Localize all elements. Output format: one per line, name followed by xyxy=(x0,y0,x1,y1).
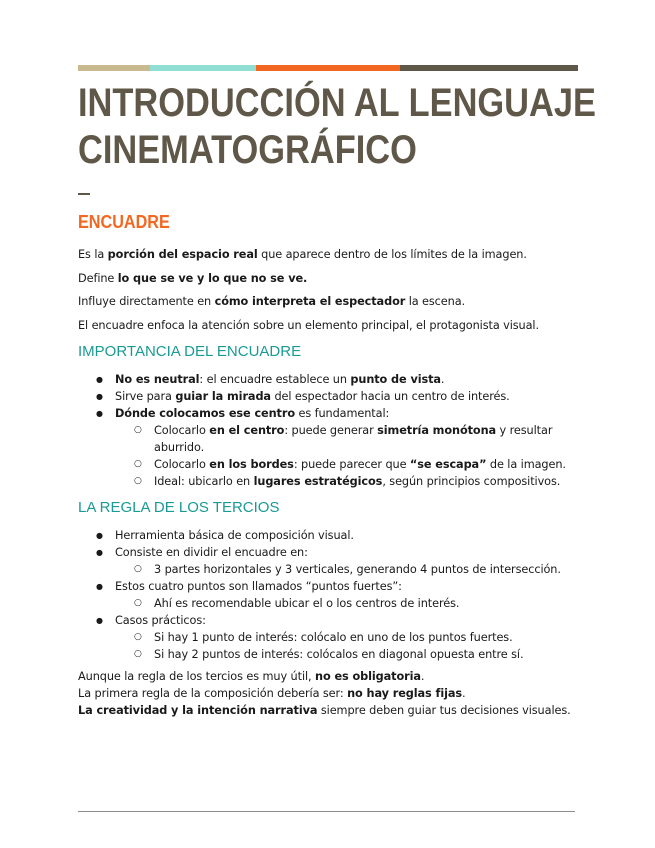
list-item: ● No es neutral: el encuadre establece un punto de vista. xyxy=(78,371,578,388)
paragraph-closing-2: La primera regla de la composición debería ser: no hay reglas fijas. xyxy=(78,687,466,700)
list-item: ● Casos prácticos: xyxy=(78,612,578,629)
color-bar-segment-beige xyxy=(78,65,150,71)
heading-importancia: IMPORTANCIA DEL ENCUADRE xyxy=(78,343,302,360)
heading-tercios: LA REGLA DE LOS TERCIOS xyxy=(78,499,280,516)
list-item: ● Herramienta básica de composición visual. xyxy=(78,527,578,544)
color-bar-segment-teal xyxy=(150,65,256,71)
list-item: ● Dónde colocamos ese centro es fundamental: xyxy=(78,405,578,422)
list-item: ● Consiste en dividir el encuadre en: xyxy=(78,544,578,561)
title-line-1: INTRODUCCIÓN AL LENGUAJE xyxy=(78,81,596,125)
title-divider xyxy=(78,193,90,195)
paragraph-encuadre-3: Influye directamente en cómo interpreta el espectador la escena. xyxy=(78,295,466,308)
title-line-2: CINEMATOGRÁFICO xyxy=(78,128,417,172)
color-bar xyxy=(78,65,578,71)
heading-encuadre: ENCUADRE xyxy=(78,212,170,232)
list-importancia xyxy=(78,371,578,490)
sub-list-item: ○ Colocarlo en los bordes: puede parecer que “se escapa” de la imagen. xyxy=(78,456,578,473)
color-bar-segment-orange xyxy=(256,65,400,71)
sub-list-item: ○ Si hay 2 puntos de interés: colócalos en diagonal opuesta entre sí. xyxy=(78,646,578,663)
list-item: ● Sirve para guiar la mirada del espectador hacia un centro de interés. xyxy=(78,388,578,405)
footer-divider xyxy=(78,811,575,812)
list-item: ● Estos cuatro puntos son llamados “puntos fuertes”: xyxy=(78,578,578,595)
color-bar-segment-brown xyxy=(400,65,578,71)
sub-list-item: ○ Ahí es recomendable ubicar el o los centros de interés. xyxy=(78,595,578,612)
list-tercios xyxy=(78,527,578,663)
paragraph-closing-3: La creatividad y la intención narrativa siempre deben guiar tus decisiones visuales. xyxy=(78,704,571,717)
sub-list-item: ○ Si hay 1 punto de interés: colócalo en uno de los puntos fuertes. xyxy=(78,629,578,646)
paragraph-encuadre-1: Es la porción del espacio real que aparece dentro de los límites de la imagen. xyxy=(78,248,527,261)
paragraph-closing-1: Aunque la regla de los tercios es muy útil, no es obligatoria. xyxy=(78,670,425,683)
document-title xyxy=(78,80,596,174)
paragraph-encuadre-4: El encuadre enfoca la atención sobre un elemento principal, el protagonista visual. xyxy=(78,319,539,332)
sub-list-item: ○ Colocarlo en el centro: puede generar simetría monótona y resultar aburrido. xyxy=(78,422,578,456)
sub-list-item: ○ 3 partes horizontales y 3 verticales, generando 4 puntos de intersección. xyxy=(78,561,578,578)
paragraph-encuadre-2: Define lo que se ve y lo que no se ve. xyxy=(78,272,308,285)
sub-list-item: ○ Ideal: ubicarlo en lugares estratégicos, según principios compositivos. xyxy=(78,473,578,490)
